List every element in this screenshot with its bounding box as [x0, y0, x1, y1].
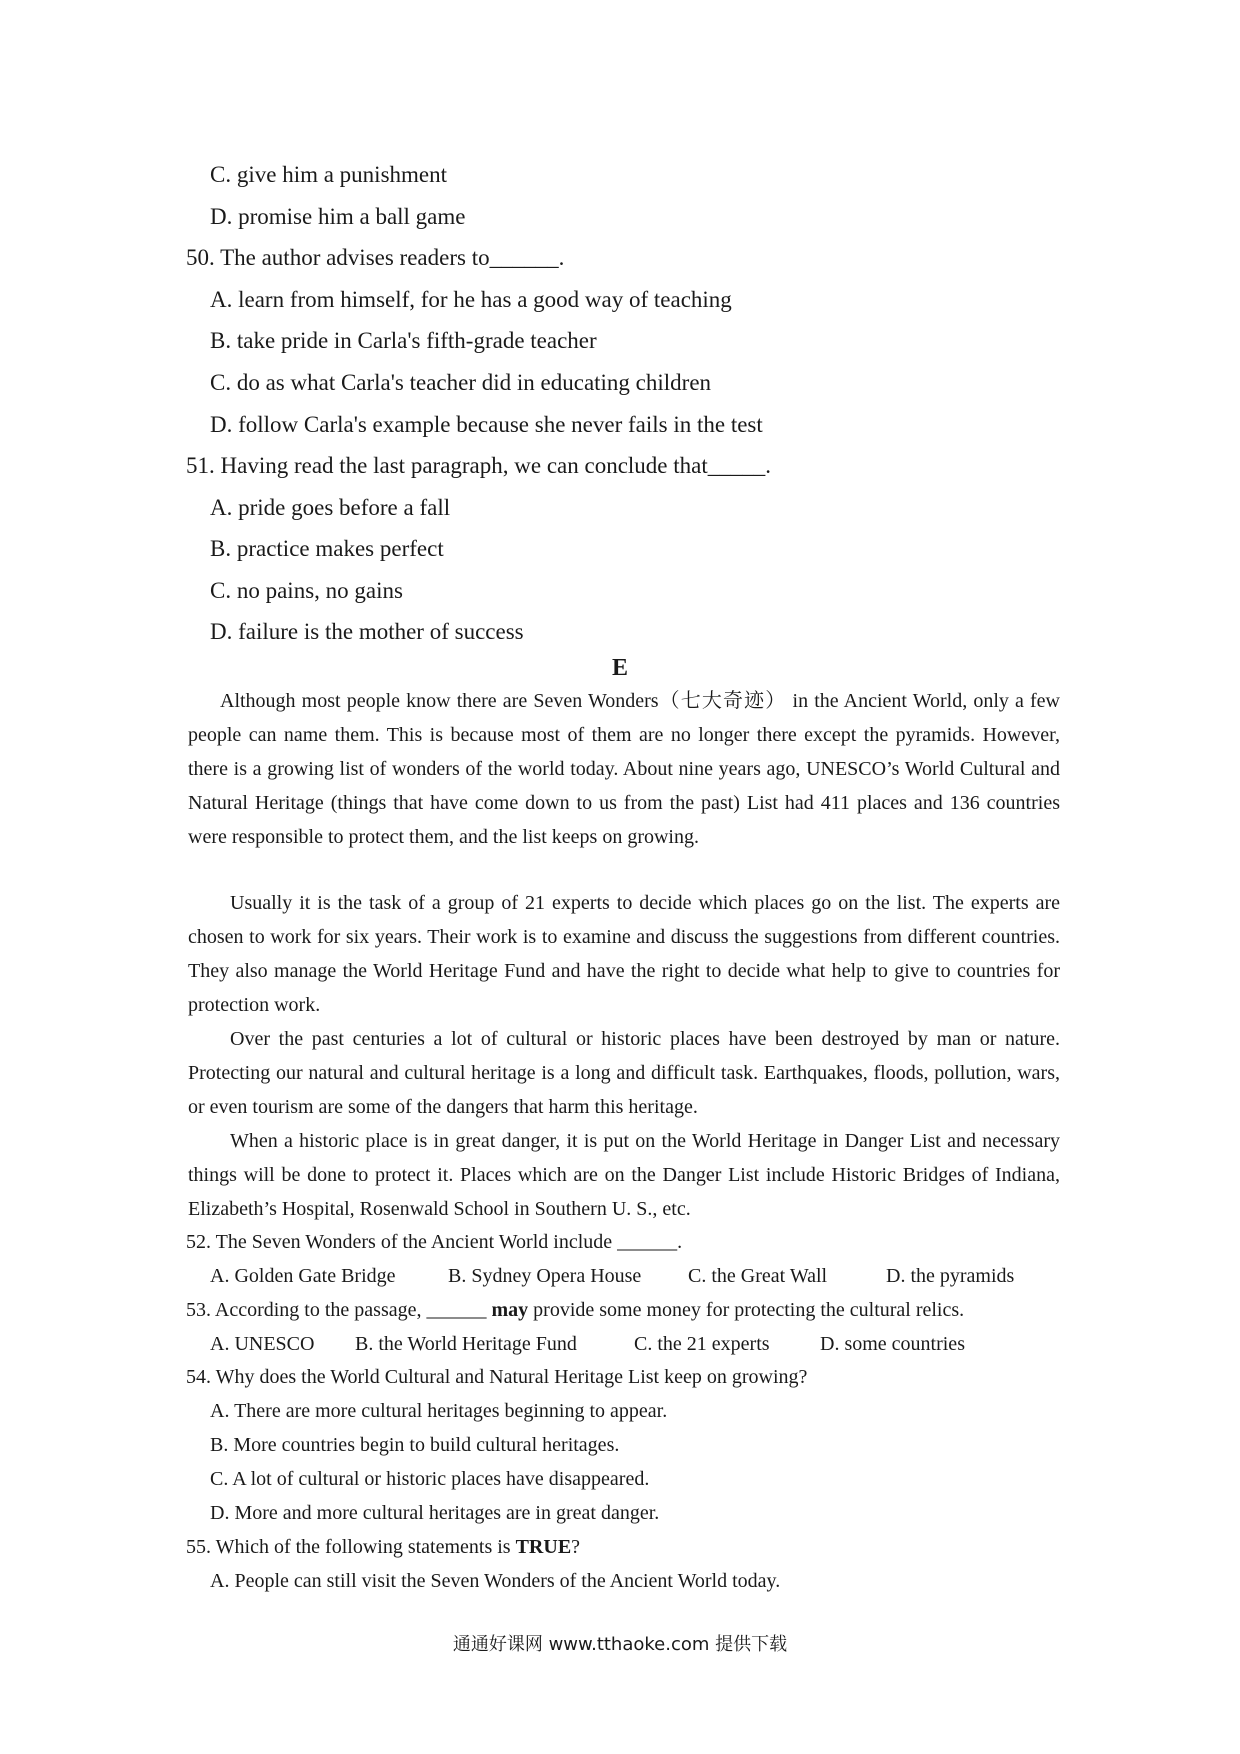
passage-paragraph-1: Although most people know there are Seven Wonders（七大奇迹） in the Ancient World, only a few people can name them. This is because most of them are no longer there except the pyramids. However, there is a growing list of wonders of the world today. About nine years ago, UNESCO’s World Cultural and Natural Heritage (things that have come down to us from the past) List had 411 places and 136 countries were responsible to protect them, and the list keeps on growing. [188, 690, 1060, 848]
q49-option-d: D. promise him a ball game [210, 204, 466, 229]
q50-option-c: C. do as what Carla's teacher did in educating children [210, 370, 712, 395]
q50-stem: 50. The author advises readers to______. [186, 245, 565, 270]
q54-option-d: D. More and more cultural heritages are in great danger. [210, 1502, 660, 1524]
q53-stem [186, 1300, 964, 1320]
q54-stem: 54. Why does the World Cultural and Natural Heritage List keep on growing? [186, 1366, 808, 1388]
q50-option-d: D. follow Carla's example because she never fails in the test [210, 412, 763, 437]
q54-option-b: B. More countries begin to build cultural heritages. [210, 1434, 620, 1456]
q54-option-c: C. A lot of cultural or historic places have disappeared. [210, 1468, 650, 1490]
q50-option-b: B. take pride in Carla's fifth-grade teacher [210, 328, 597, 353]
q54-option-a: A. There are more cultural heritages beginning to appear. [210, 1400, 668, 1422]
q51-stem: 51. Having read the last paragraph, we can conclude that_____. [186, 453, 772, 478]
q52-option-a: A. Golden Gate Bridge [210, 1265, 396, 1287]
passage-heading: E [611, 655, 628, 681]
q55-option-a: A. People can still visit the Seven Wonders of the Ancient World today. [210, 1570, 781, 1592]
q49-option-c: C. give him a punishment [210, 162, 448, 187]
page-footer: 通通好课网 www.tthaoke.com 提供下载 [452, 1634, 788, 1655]
q53-option-b: B. the World Heritage Fund [355, 1333, 577, 1355]
q53-stem-before: 53. According to the passage, ______ [186, 1299, 492, 1321]
q53-stem-after: provide some money for protecting the cultural relics. [528, 1299, 965, 1321]
q55-stem-after: ? [571, 1536, 581, 1558]
q51-option-d: D. failure is the mother of success [210, 619, 524, 644]
q55-stem-bold: TRUE [515, 1536, 572, 1558]
q51-option-b: B. practice makes perfect [210, 536, 444, 561]
q52-option-d: D. the pyramids [886, 1265, 1015, 1287]
q52-option-b: B. Sydney Opera House [448, 1265, 642, 1287]
passage-paragraph-2: Usually it is the task of a group of 21 experts to decide which places go on the list. The experts are chosen to work for six years. Their work is to examine and discuss the suggestions from different countries. They also manage the World Heritage Fund and have the right to decide what help to give to countries for protection work. [188, 892, 1060, 1016]
q53-stem-bold: may [491, 1299, 529, 1321]
q53-option-c: C. the 21 experts [634, 1333, 770, 1355]
passage-paragraph-3: Over the past centuries a lot of cultural or historic places have been destroyed by man or nature. Protecting our natural and cultural heritage is a long and difficult task. Earthquakes, floods, pollution, wars, or even tourism are some of the dangers that harm this heritage. [188, 1028, 1060, 1118]
q52-stem: 52. The Seven Wonders of the Ancient World include ______. [186, 1231, 683, 1253]
q53-option-a: A. UNESCO [210, 1333, 315, 1355]
passage-paragraph-4: When a historic place is in great danger, it is put on the World Heritage in Danger List and necessary things will be done to protect it. Places which are on the Danger List include Historic Bridges of Indiana, Elizabeth’s Hospital, Rosenwald School in Southern U. S., etc. [188, 1130, 1060, 1220]
q55-stem [186, 1537, 580, 1557]
q53-option-d: D. some countries [820, 1333, 965, 1355]
q55-stem-before: 55. Which of the following statements is [186, 1536, 516, 1558]
q51-option-c: C. no pains, no gains [210, 578, 403, 603]
q50-option-a: A. learn from himself, for he has a good way of teaching [210, 287, 732, 312]
q51-option-a: A. pride goes before a fall [210, 495, 451, 520]
q52-option-c: C. the Great Wall [688, 1265, 828, 1287]
